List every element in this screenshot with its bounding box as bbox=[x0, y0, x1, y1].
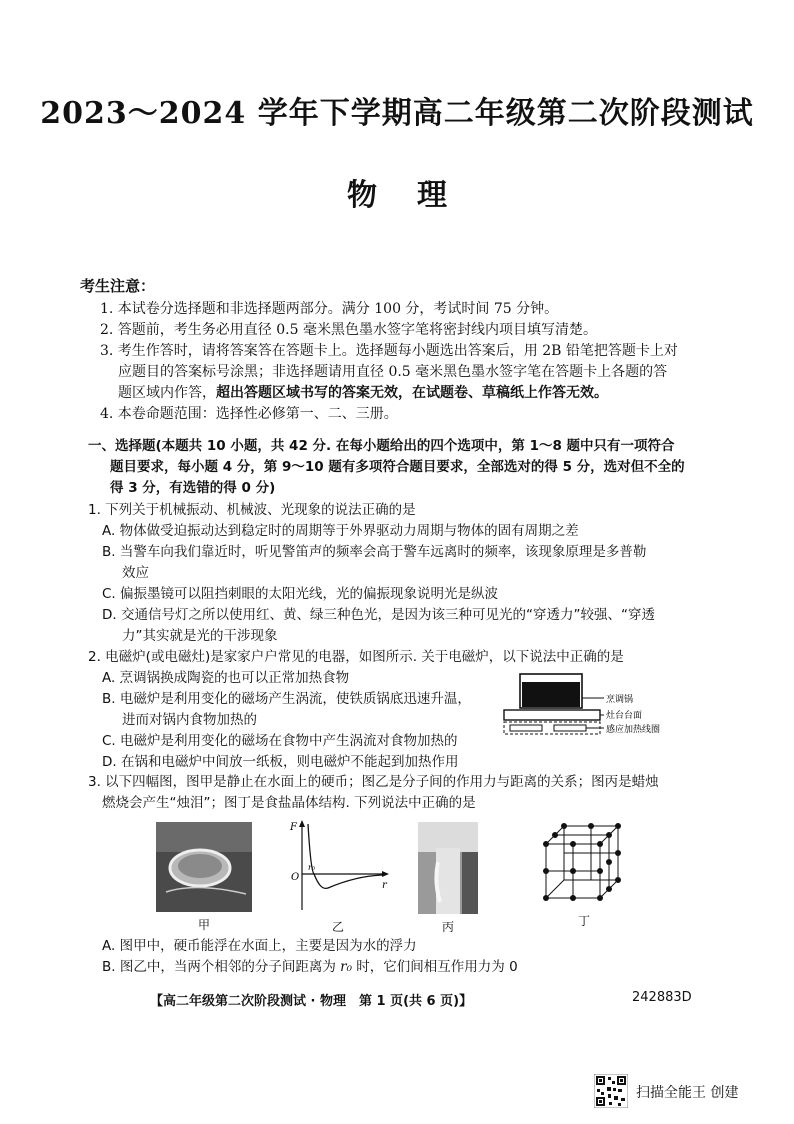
figure-candle-tears bbox=[418, 822, 478, 914]
notice-item-3-line3-plain: 题区域内作答， bbox=[118, 385, 216, 401]
figure-coin-on-water bbox=[156, 822, 252, 912]
question-1 bbox=[88, 500, 698, 647]
section-line-2: 题目要求，每小题 4 分，第 9～10 题有多项符合题目要求，全部选对的得 5 分，选对但不全的 bbox=[110, 459, 685, 475]
q3-stem: 3. 以下四幅图，图甲是静止在水面上的硬币；图乙是分子间的作用力与距离的关系；图丙是蜡烛 bbox=[88, 774, 659, 790]
q3-option-b-pre: B. 图乙中，当两个相邻的分子间距离为 bbox=[102, 959, 341, 975]
q2-option-d: D. 在锅和电磁炉中间放一纸板，则电磁炉不能起到加热作用 bbox=[102, 754, 459, 770]
scanner-text: 扫描全能王 创建 bbox=[636, 1085, 739, 1101]
question-3-options bbox=[88, 936, 698, 978]
notice-item-3-line3-bold: 超出答题区域书写的答案无效，在试题卷、草稿纸上作答无效。 bbox=[216, 385, 608, 401]
y-axis-label: F bbox=[290, 822, 297, 833]
q3-option-b bbox=[88, 957, 698, 978]
photo-top bbox=[156, 822, 252, 852]
q2-stem: 2. 电磁炉(或电磁灶)是家家户户常见的电器，如图所示. 关于电磁炉，以下说法中正确的是 bbox=[88, 649, 624, 665]
section-line-1: 一、选择题(本题共 10 小题，共 42 分. 在每小题给出的四个选项中，第 1～8 题中只有一项符合 bbox=[88, 438, 675, 454]
label-coil: 感应加热线圈 bbox=[606, 725, 661, 735]
q1-option-d-cont: 力”其实就是光的干涉现象 bbox=[122, 628, 278, 644]
x-axis-arrow bbox=[382, 871, 389, 877]
notice-item-1: 1. 本试卷分选择题和非选择题两部分。满分 100 分，考试时间 75 分钟。 bbox=[100, 301, 559, 317]
notice-item-2: 2. 答题前，考生务必用直径 0.5 毫米黑色墨水签字笔将密封线内项目填写清楚。 bbox=[100, 322, 597, 338]
caption-ding: 丁 bbox=[577, 914, 590, 928]
notice-item-3-line3 bbox=[100, 383, 720, 404]
r0-label: r₀ bbox=[308, 863, 316, 872]
candle-photo-top bbox=[418, 822, 478, 852]
notice-block bbox=[80, 276, 720, 425]
q2-option-b-cont: 进而对锅内食物加热的 bbox=[122, 712, 257, 728]
caption-bing: 丙 bbox=[441, 920, 454, 934]
coin-face bbox=[178, 854, 222, 878]
exam-title: 2023～2024 学年下学期高二年级第二次阶段测试 bbox=[40, 96, 754, 131]
section-line-3: 得 3 分，有选错的得 0 分) bbox=[110, 480, 276, 496]
page-footer: 【高二年级第二次阶段测试 · 物理 第 1 页(共 6 页)】 bbox=[150, 994, 473, 1009]
qr-code-icon bbox=[594, 1074, 628, 1108]
paper-code: 242883D bbox=[632, 990, 692, 1005]
q3-option-b-post: 时，它们间相互作用力为 0 bbox=[352, 959, 518, 975]
q1-stem: 1. 下列关于机械振动、机械波、光现象的说法正确的是 bbox=[88, 502, 416, 518]
q1-option-d: D. 交通信号灯之所以使用红、黄、绿三种色光，是因为该三种可见光的“穿透力”较强、“穿透 bbox=[102, 607, 655, 623]
q2-option-c: C. 电磁炉是利用变化的磁场在食物中产生涡流对食物加热的 bbox=[102, 733, 458, 749]
notice-heading: 考生注意： bbox=[80, 277, 156, 295]
q1-option-b: B. 当警车向我们靠近时，听见警笛声的频率会高于警车远离时的频率，该现象原理是多普勒 bbox=[102, 544, 647, 560]
q3-stem-cont: 燃烧会产生“烛泪”；图丁是食盐晶体结构. 下列说法中正确的是 bbox=[102, 795, 476, 811]
notice-item-3-line2: 应题目的答案标号涂黑；非选择题请用直径 0.5 毫米黑色墨水签字笔在答题卡上各题的答 bbox=[118, 364, 668, 380]
label-stove-top: 灶台台面 bbox=[606, 711, 643, 721]
stove-top bbox=[504, 710, 600, 720]
coil-right bbox=[554, 725, 586, 731]
induction-cooker-figure bbox=[500, 668, 690, 764]
candle-shadow bbox=[462, 852, 478, 914]
coil-left bbox=[510, 725, 542, 731]
origin-label: O bbox=[291, 872, 300, 883]
force-curve bbox=[308, 824, 382, 888]
notice-item-4: 4. 本卷命题范围：选择性必修第一、二、三册。 bbox=[100, 406, 398, 422]
caption-yi: 乙 bbox=[331, 920, 344, 934]
x-axis-label: r bbox=[382, 880, 387, 891]
scanner-watermark bbox=[594, 1074, 784, 1114]
y-axis-arrow bbox=[299, 820, 305, 827]
section-heading bbox=[88, 436, 698, 499]
question-3 bbox=[88, 772, 698, 814]
figure-salt-crystal bbox=[540, 822, 624, 908]
q2-option-a: A. 烹调锅换成陶瓷的也可以正常加热食物 bbox=[102, 670, 350, 686]
label-pot: 烹调锅 bbox=[606, 695, 634, 705]
figure-molecular-force-graph bbox=[286, 818, 392, 916]
notice-item-3-line1: 3. 考生作答时，请将答案答在答题卡上。选择题每小题选出答案后，用 2B 铅笔把答题卡上对 bbox=[100, 343, 678, 359]
candle-body bbox=[436, 848, 460, 914]
q2-option-b: B. 电磁炉是利用变化的磁场产生涡流，使铁质锅底迅速升温， bbox=[102, 691, 471, 707]
q3-option-b-var: r₀ bbox=[340, 959, 353, 975]
q1-option-b-cont: 效应 bbox=[122, 565, 149, 581]
q3-option-a: A. 图甲中，硬币能浮在水面上，主要是因为水的浮力 bbox=[102, 938, 417, 954]
q1-option-c: C. 偏振墨镜可以阻挡刺眼的太阳光线，光的偏振现象说明光是纵波 bbox=[102, 586, 499, 602]
notice-item-3 bbox=[80, 341, 720, 404]
caption-jia: 甲 bbox=[197, 918, 210, 932]
subject-title: 物理 bbox=[347, 178, 487, 213]
q1-option-a: A. 物体做受迫振动达到稳定时的周期等于外界驱动力周期与物体的固有周期之差 bbox=[102, 523, 579, 539]
pot-food bbox=[522, 682, 580, 707]
